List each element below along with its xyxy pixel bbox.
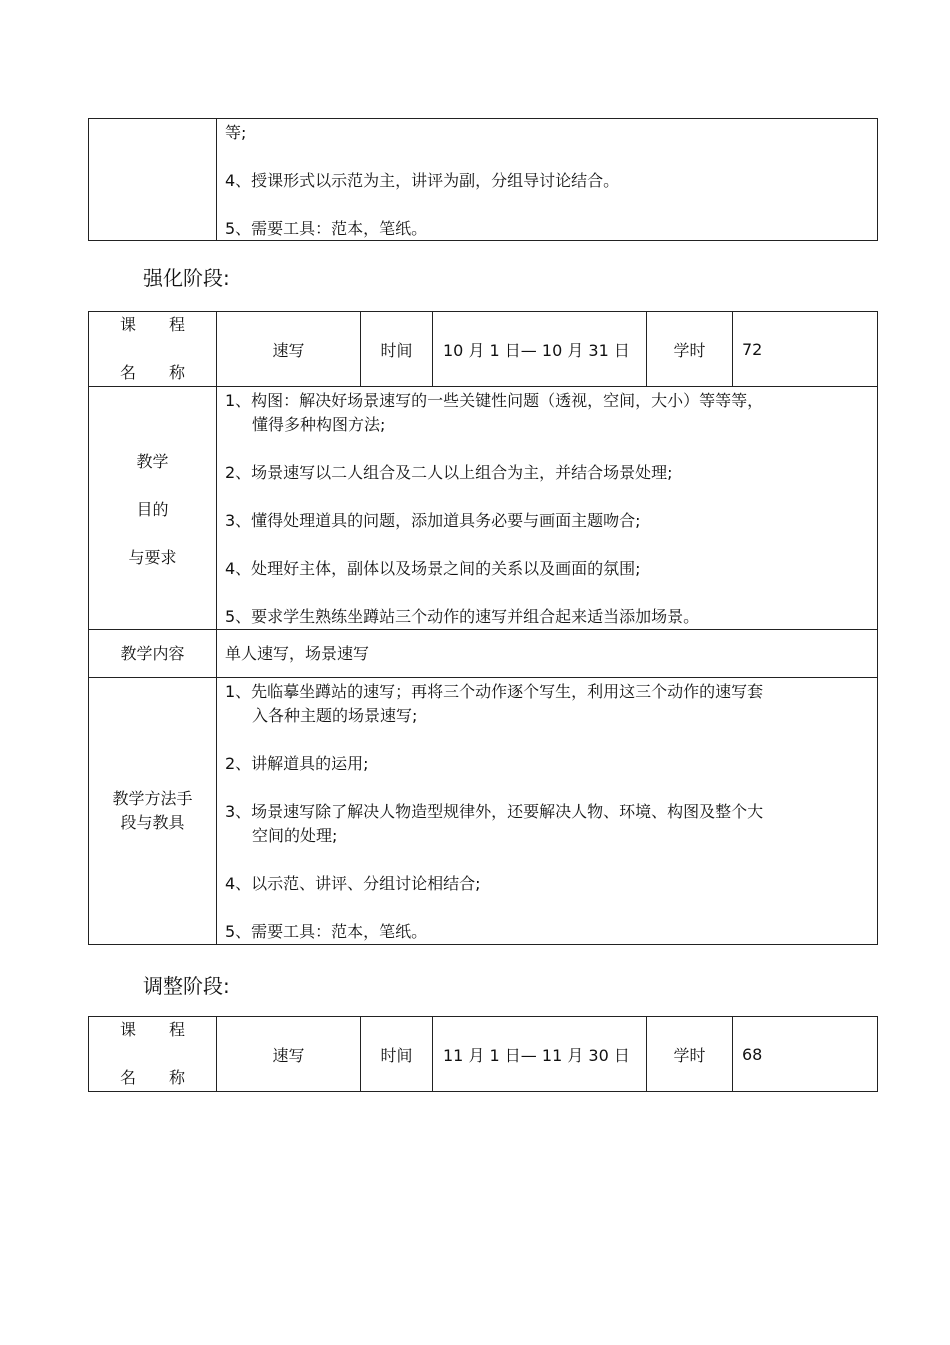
list-item: 2、场景速写以二人组合及二人以上组合为主，并结合场景处理; xyxy=(225,463,673,482)
list-item: 1、先临摹坐蹲站的速写；再将三个动作逐个写生，利用这三个动作的速写套 入各种主题的场景速写; xyxy=(225,682,764,725)
content-row xyxy=(89,629,877,677)
goals-row xyxy=(89,386,877,629)
course-name-value: 速写 xyxy=(216,1017,360,1091)
goals-content xyxy=(216,387,877,629)
adjust-table xyxy=(88,1016,878,1092)
list-item: 3、懂得处理道具的问题，添加道具务必要与画面主题吻合; xyxy=(225,511,641,530)
methods-content xyxy=(216,678,877,944)
list-item: 5、需要工具：范本，笔纸。 xyxy=(225,219,428,238)
teaching-content-label: 教学内容 xyxy=(120,643,185,663)
section-title-adjust: 调整阶段: xyxy=(143,974,230,998)
teaching-content-value: 单人速写，场景速写 xyxy=(216,630,877,677)
content-cell xyxy=(216,119,877,240)
list-item: 5、要求学生熟练坐蹲站三个动作的速写并组合起来适当添加场景。 xyxy=(225,607,700,626)
strengthen-table xyxy=(88,311,878,945)
hours-label: 学时 xyxy=(646,312,732,386)
time-value: 11 月 1 日— 11 月 30 日 xyxy=(432,1017,646,1091)
table-header-row xyxy=(89,312,877,386)
methods-row xyxy=(89,677,877,944)
list-item: 1、构图：解决好场景速写的一些关键性问题（透视，空间，大小）等等等， 懂得多种构图方法; xyxy=(225,391,764,434)
list-item: 4、处理好主体，副体以及场景之间的关系以及画面的氛围; xyxy=(225,559,641,578)
table-header-row xyxy=(89,1017,877,1091)
section-title-strengthen: 强化阶段: xyxy=(143,266,230,290)
list-item: 等; xyxy=(225,123,247,142)
time-label: 时间 xyxy=(360,312,432,386)
table-row xyxy=(89,119,877,240)
list-item: 2、讲解道具的运用; xyxy=(225,754,369,773)
methods-label: 教学方法手 段与教具 xyxy=(112,789,193,832)
empty-label-cell xyxy=(89,119,216,240)
course-name-label: 课 程 名 称 xyxy=(119,1020,200,1087)
hours-label: 学时 xyxy=(646,1017,732,1091)
time-value: 10 月 1 日— 10 月 31 日 xyxy=(432,312,646,386)
course-name-label: 课 程 名 称 xyxy=(119,315,200,382)
hours-value: 68 xyxy=(732,1017,877,1091)
time-label: 时间 xyxy=(360,1017,432,1091)
list-item: 4、以示范、讲评、分组讨论相结合; xyxy=(225,874,481,893)
list-item: 5、需要工具：范本，笔纸。 xyxy=(225,922,428,941)
list-item: 4、授课形式以示范为主，讲评为副，分组导讨论结合。 xyxy=(225,171,620,190)
continuation-table xyxy=(88,118,878,241)
list-item: 3、场景速写除了解决人物造型规律外，还要解决人物、环境、构图及整个大 空间的处理; xyxy=(225,802,764,845)
course-name-value: 速写 xyxy=(216,312,360,386)
hours-value: 72 xyxy=(732,312,877,386)
goals-label: 教学 目的 与要求 xyxy=(128,452,177,567)
